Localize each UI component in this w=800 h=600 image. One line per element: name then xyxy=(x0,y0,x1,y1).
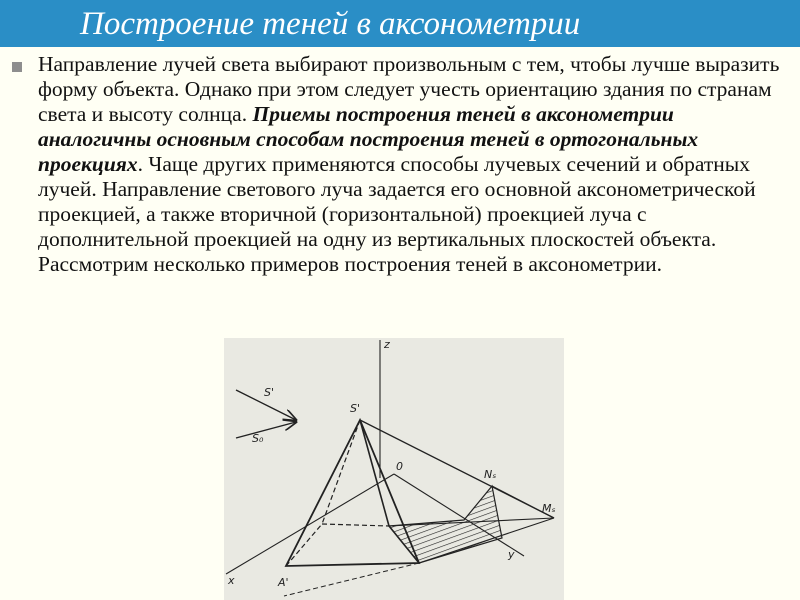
label-light-ray-secondary: S₀ xyxy=(252,432,264,445)
text-part1: Направление лучей света выбирают произвольным с тем, чтобы лучше выразить форму объекта. Однако при этом следует учесть ориентацию здания по странам света и высоту солнца. xyxy=(38,52,780,126)
slide-title: Построение теней в аксонометрии xyxy=(80,6,581,42)
title-bar xyxy=(0,0,800,47)
label-point-a: A' xyxy=(278,576,289,589)
label-point-n: Nₛ xyxy=(484,468,497,481)
body-paragraph xyxy=(38,52,782,277)
label-y: y xyxy=(508,548,515,561)
text-part2: . Чаще других применяются способы лучевых сечений и обратных лучей. Направление светового луча задается его основной аксонометрической проекцией, а также вторичной (горизонтальной) проекцией луча с дополнительной проекцией на одну из вертикальных плоскостей объекта. Рассмотрим несколько примеров построения теней в аксонометрии. xyxy=(38,152,756,276)
label-light-ray: S' xyxy=(264,386,275,399)
label-x: x xyxy=(228,574,235,587)
pyramid-base-hidden-right xyxy=(322,524,389,526)
shadow-hatch xyxy=(389,486,502,563)
label-z: z xyxy=(384,338,390,351)
label-apex: S' xyxy=(350,402,361,415)
pyramid-hidden-edge xyxy=(322,420,360,524)
light-ray-secondary-arrow xyxy=(236,422,296,438)
shadow-construction-figure xyxy=(224,338,564,600)
pyramid-edge-back xyxy=(360,420,389,526)
x-axis-line xyxy=(226,474,394,574)
pyramid-front-face xyxy=(286,420,419,566)
label-origin: 0 xyxy=(396,460,403,473)
text-emphasis: Приемы построения теней в аксонометрии аналогичны основным способам построения теней в ортогональных проекциях xyxy=(38,102,699,176)
construction-line xyxy=(284,563,419,596)
bullet-square-icon xyxy=(12,62,22,72)
label-point-m: Mₛ xyxy=(542,502,556,515)
axonometric-drawing xyxy=(224,338,564,600)
